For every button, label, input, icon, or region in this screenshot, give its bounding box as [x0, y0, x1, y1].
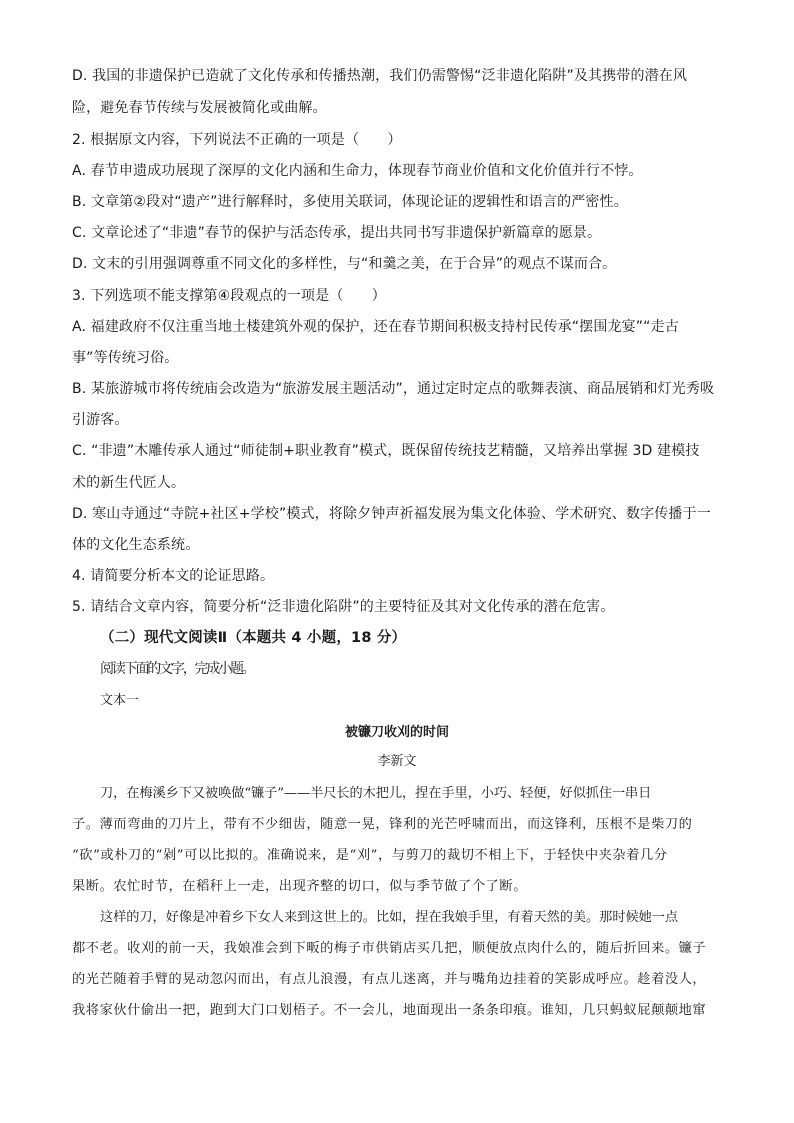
q2-option-b: B. 文章第②段对“遗产”进行解释时，多使用关联词，体现论证的逻辑性和语言的严密性。	[72, 194, 628, 210]
essay-paragraph-1-line-3: “砍”或朴刀的“剁”可以比拟的。准确说来，是“刈”，与剪刀的裁切不相上下，于轻快中夹杂着几分	[72, 848, 668, 863]
essay-title: 被镰刀收刈的时间	[344, 725, 449, 740]
essay-author: 李新文	[377, 754, 417, 769]
essay-paragraph-2-line-1: 这样的刀，好像是冲着乡下女人来到这世上的。比如，捏在我娘手里，有着天然的美。那时候她一点	[100, 910, 678, 925]
q1-option-d-line-1: D. 我国的非遗保护已造就了文化传承和传播热潮，我们仍需警惕“泛非遗化陷阱”及其携带的潜在风	[72, 68, 688, 84]
q2-option-a: A. 春节申遗成功展现了深厚的文化内涵和生命力，体现春节商业价值和文化价值并行不悖。	[72, 163, 643, 179]
question-4: 4. 请简要分析本文的论证思路。	[72, 568, 275, 584]
q3-option-d-line-2: 体的文化生态系统。	[72, 537, 200, 553]
essay-paragraph-1-line-1: 刀，在梅溪乡下又被唤做“镰子”——半尺长的木把儿，捏在手里，小巧、轻便，好似抓住一串日	[100, 786, 652, 801]
question-2-stem: 2. 根据原文内容，下列说法不正确的一项是（ ）	[72, 132, 402, 148]
essay-paragraph-1-line-4: 果断。农忙时节，在稻秆上一走，出现齐整的切口，似与季节做了个了断。	[72, 879, 527, 894]
section-2-heading: （二）现代文阅读Ⅱ（本题共 4 小题，18 分）	[100, 630, 407, 646]
question-3-stem: 3. 下列选项不能支撑第④段观点的一项是（ ）	[72, 288, 386, 304]
reading-instruction: 阅读下面的文字，完成小题。	[100, 661, 254, 677]
q3-option-b-line-2: 引游客。	[72, 412, 129, 428]
q3-option-c-line-2: 术的新生代匠人。	[72, 475, 186, 491]
essay-paragraph-2-line-3: 的光芒随着手臂的晃动忽闪而出，有点儿浪漫，有点儿迷离，并与嘴角边挂着的笑影成呼应。趁着没人，	[72, 972, 707, 987]
text-one-label: 文本一	[100, 693, 140, 708]
q1-option-d-line-2: 险，避免春节传续与发展被简化或曲解。	[72, 100, 327, 116]
essay-paragraph-2-line-2: 都不老。收刈的前一天，我娘准会到下畈的梅子市供销店买几把，顺便放点肉什么的，随后折回来。镰子	[72, 941, 707, 956]
q3-option-d-line-1: D. 寒山寺通过“寺院+社区+学校”模式，将除夕钟声祈福发展为集文化体验、学术研究、数字传播于一	[72, 506, 711, 522]
q2-option-d: D. 文末的引用强调尊重不同文化的多样性，与“和羹之美，在于合异”的观点不谋而合。	[72, 256, 617, 272]
essay-paragraph-1-line-2: 子。薄而弯曲的刀片上，带有不少细齿，随意一晃，锋利的光芒呼啸而出，而这锋利，压根不是柴刀的	[72, 817, 693, 832]
q3-option-a-line-1: A. 福建政府不仅注重当地土楼建筑外观的保护，还在春节期间积极支持村民传承“摆围龙宴”“走古	[72, 319, 679, 335]
question-5: 5. 请结合文章内容，简要分析“泛非遗化陷阱”的主要特征及其对文化传承的潜在危害。	[72, 599, 615, 615]
q3-option-c-line-1: C. “非遗”木雕传承人通过“师徒制+职业教育”模式，既保留传统技艺精髓，又培养出掌握 3D 建模技	[72, 443, 700, 459]
q3-option-b-line-1: B. 某旅游城市将传统庙会改造为“旅游发展主题活动”，通过定时定点的歌舞表演、商品展销和灯光秀吸	[72, 381, 715, 397]
essay-paragraph-2-line-4: 我将家伙什偷出一把，跑到大门口划梧子。不一会儿，地面现出一条条印痕。谁知，几只蚂蚁屁颠颠地窜	[72, 1003, 707, 1018]
q2-option-c: C. 文章论述了“非遗”春节的保护与活态传承，提出共同书写非遗保护新篇章的愿景。	[72, 225, 602, 241]
q3-option-a-line-2: 事”等传统习俗。	[72, 350, 179, 366]
